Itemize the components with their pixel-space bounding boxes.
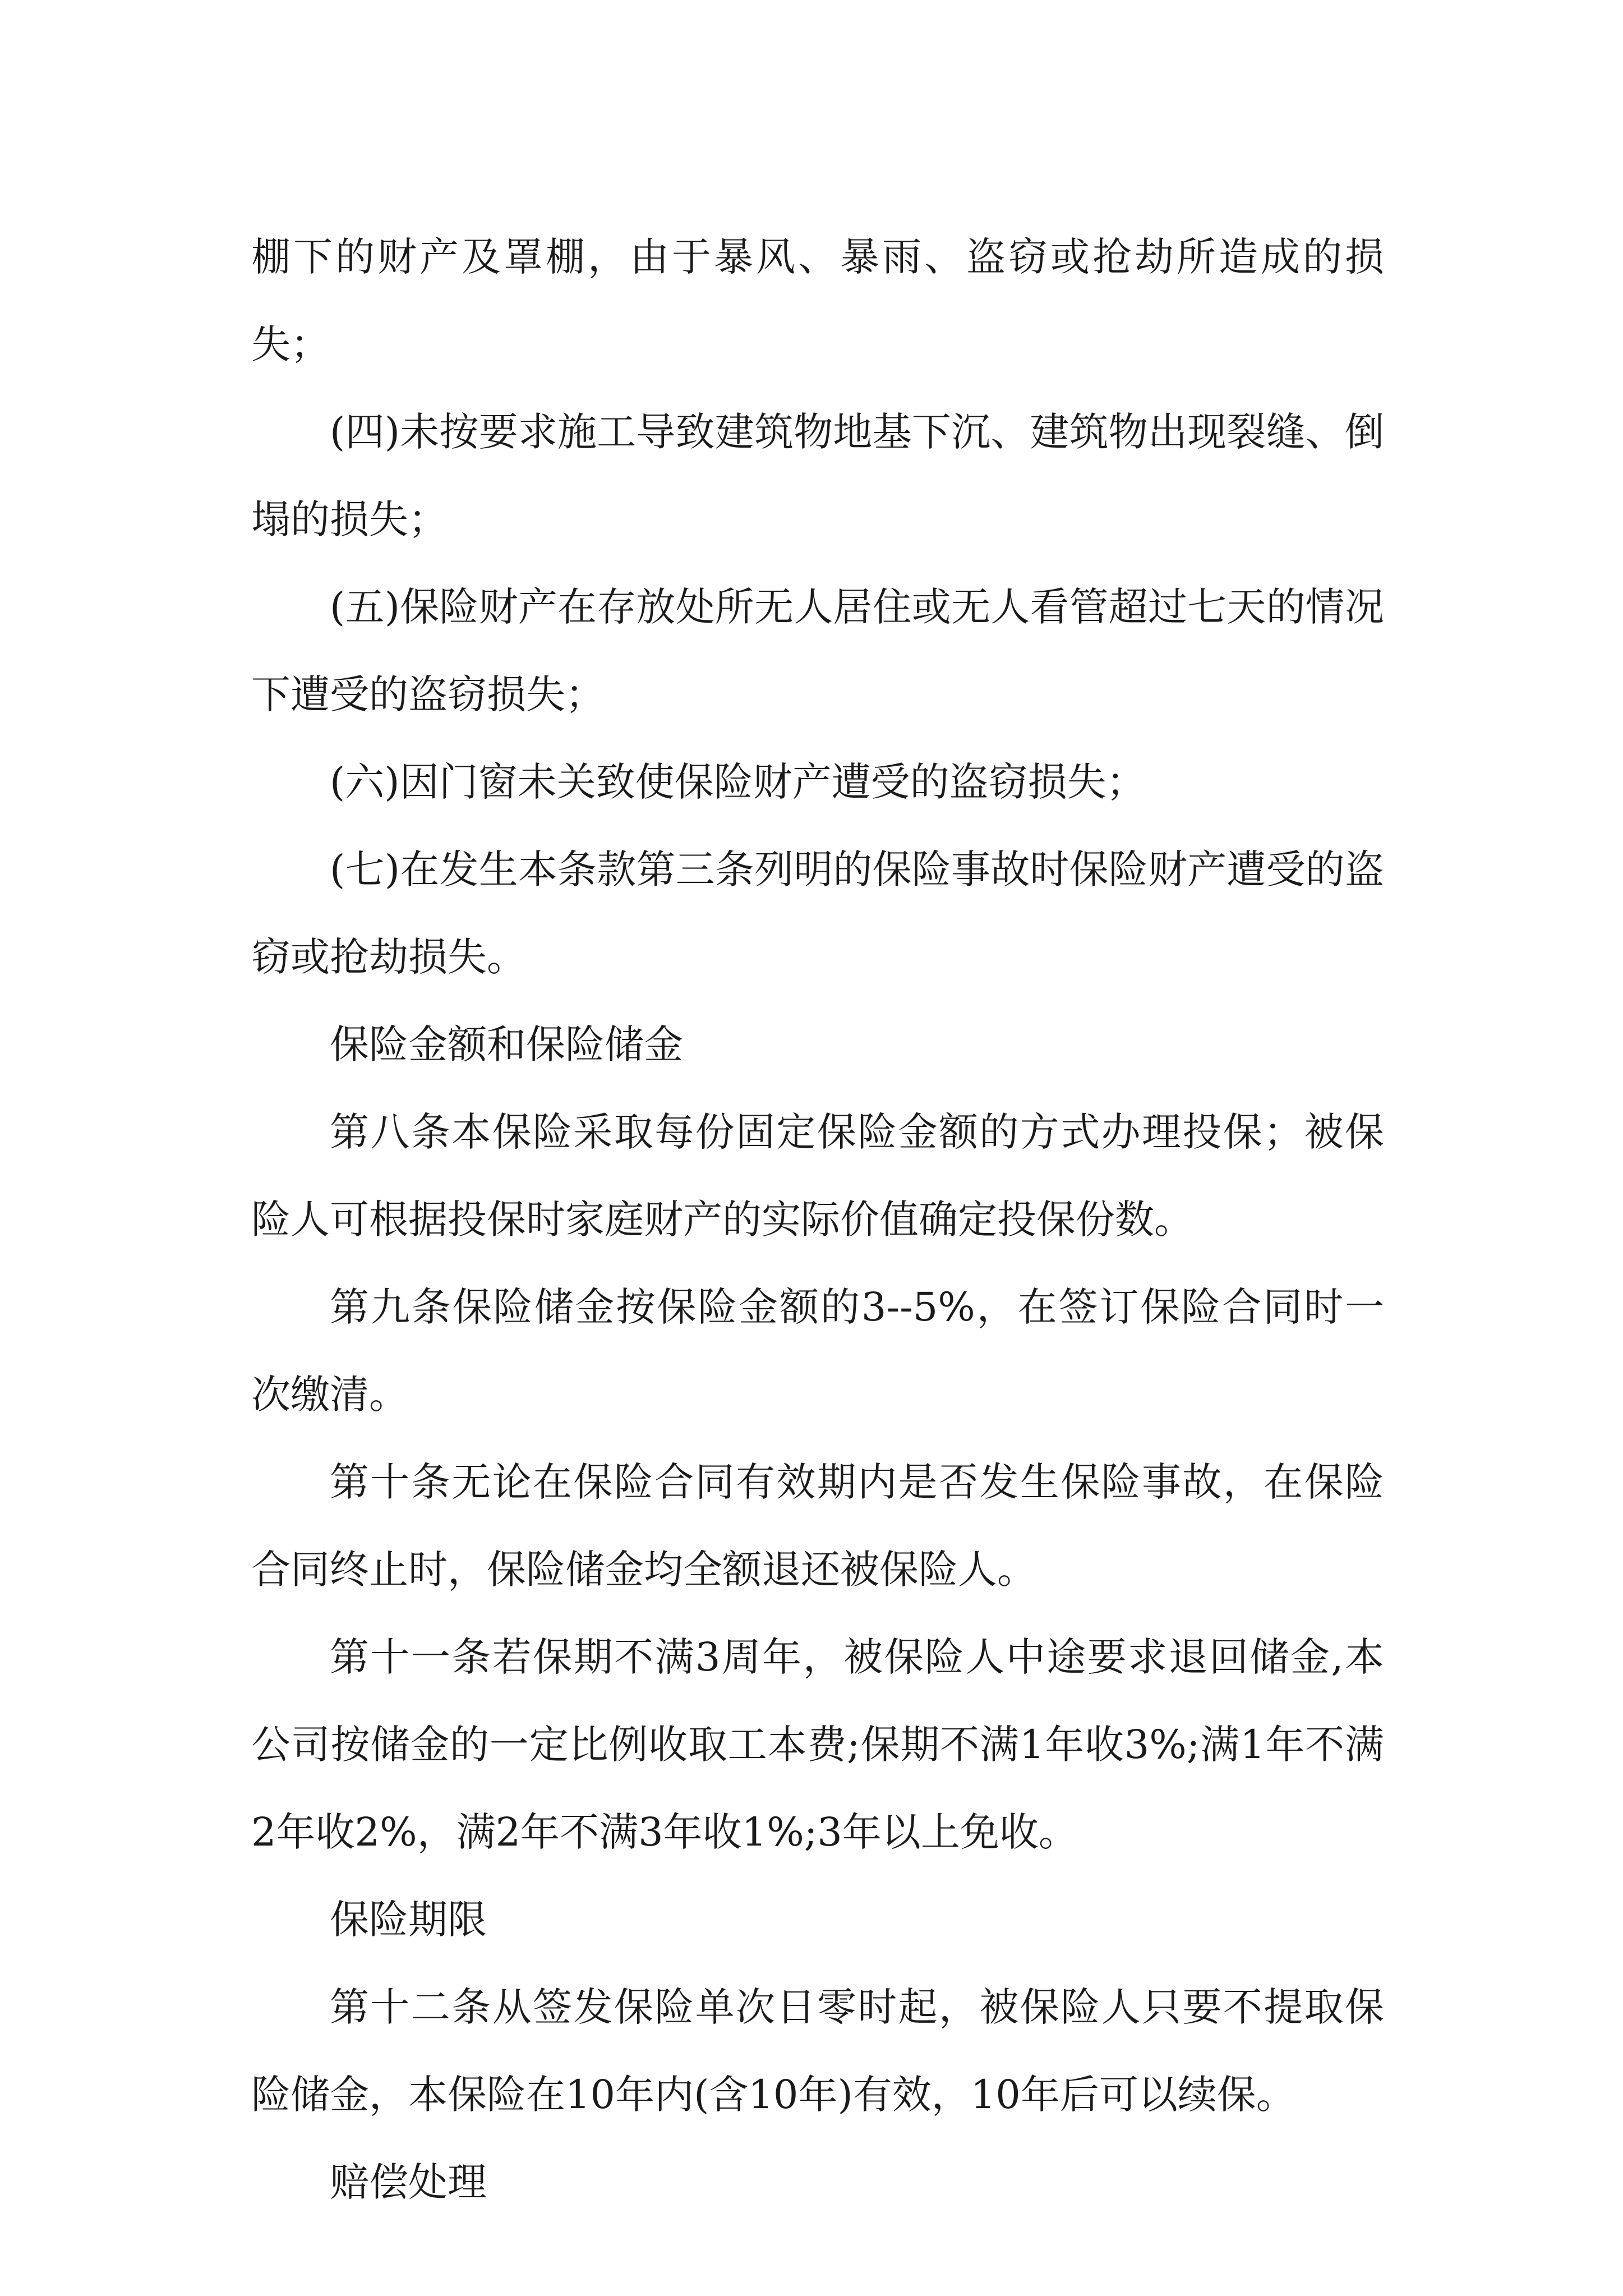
article-9: 第九条保险储金按保险金额的3--5%，在签订保险合同时一次缴清。 (251, 1284, 1384, 1418)
article-10: 第十条无论在保险合同有效期内是否发生保险事故，在保险合同终止时，保险储金均全额退还被保险人。 (251, 1459, 1384, 1593)
article-11: 第十一条若保期不满3周年，被保险人中途要求退回储金,本公司按储金的一定比例收取工本费;保期不满1年收3%;满1年不满2年收2%，满2年不满3年收1%;3年以上免收。 (251, 1634, 1384, 1855)
list-item-4: (四)未按要求施工导致建筑物地基下沉、建筑物出现裂缝、倒塌的损失； (251, 409, 1384, 542)
article-8: 第八条本保险采取每份固定保险金额的方式办理投保；被保险人可根据投保时家庭财产的实际价值确定投保份数。 (251, 1109, 1384, 1243)
section-heading-insured-amount: 保险金额和保险储金 (330, 1022, 683, 1068)
section-heading-compensation: 赔偿处理 (330, 2159, 487, 2205)
paragraph-continuation: 棚下的财产及罩棚，由于暴风、暴雨、盗窃或抢劫所造成的损失； (251, 234, 1384, 367)
document-body (251, 213, 1384, 2226)
list-item-5: (五)保险财产在存放处所无人居住或无人看管超过七天的情况下遭受的盗窃损失； (251, 584, 1384, 717)
article-12: 第十二条从签发保险单次日零时起，被保险人只要不提取保险储金，本保险在10年内(含10年)有效，10年后可以续保。 (251, 1984, 1384, 2118)
list-item-7: (七)在发生本条款第三条列明的保险事故时保险财产遭受的盗窃或抢劫损失。 (251, 846, 1384, 980)
list-item-6: (六)因门窗未关致使保险财产遭受的盗窃损失； (330, 759, 1146, 805)
section-heading-insurance-period: 保险期限 (330, 1897, 487, 1943)
